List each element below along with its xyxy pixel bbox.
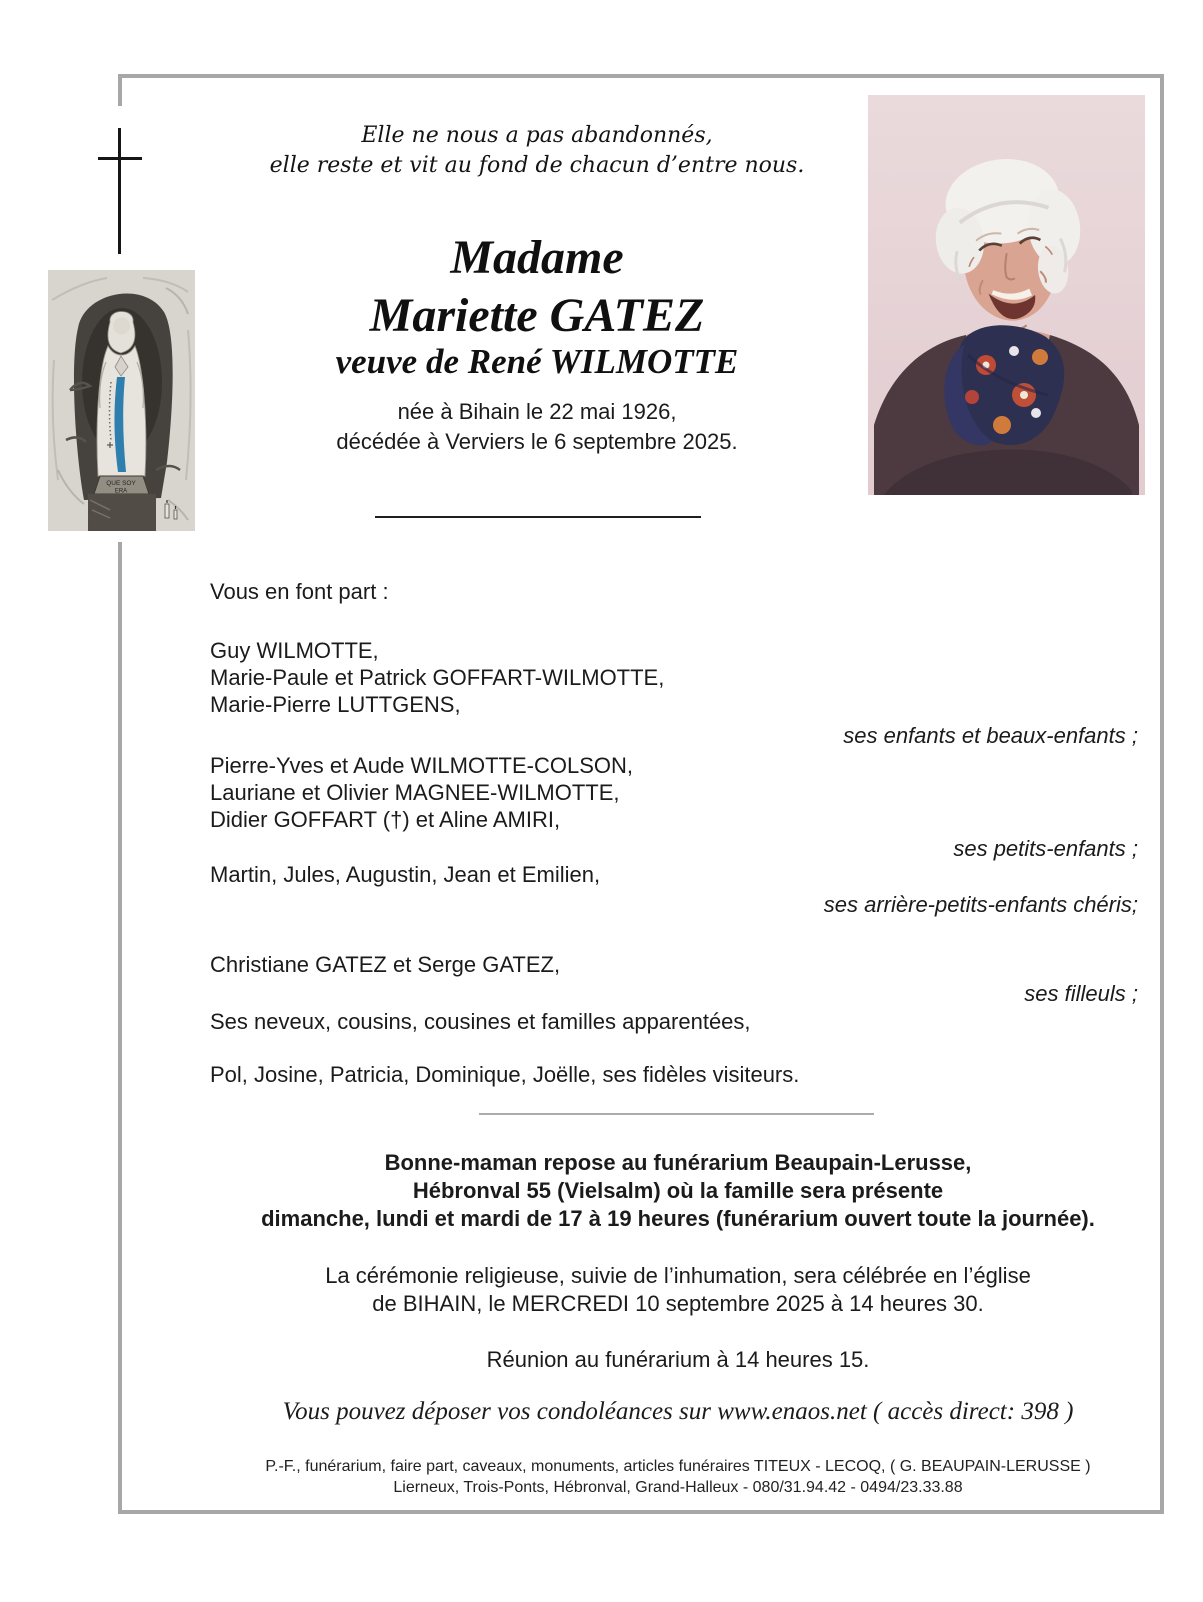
family-line: Martin, Jules, Augustin, Jean et Emilien,	[210, 862, 601, 887]
family-line: Christiane GATEZ et Serge GATEZ,	[210, 952, 561, 977]
ceremony-line2: de BIHAIN, le MERCREDI 10 septembre 2025 à 14 heures 30.	[372, 1291, 984, 1316]
birth-line: née à Bihain le 22 mai 1926,	[397, 399, 677, 424]
relation-caption: ses filleuls ;	[1024, 981, 1138, 1006]
family-line: Marie-Pierre LUTTGENS,	[210, 692, 461, 717]
relation-caption: ses petits-enfants ;	[953, 836, 1138, 861]
announcement-intro: Vous en font part :	[210, 579, 389, 604]
relation-caption: ses enfants et beaux-enfants ;	[843, 723, 1138, 748]
death-line: décédée à Verviers le 6 septembre 2025.	[336, 429, 738, 454]
family-line: Ses neveux, cousins, cousines et familles apparentées,	[210, 1009, 751, 1034]
opening-quote-line2: elle reste et vit au fond de chacun d’entre nous.	[269, 153, 805, 178]
svg-text:ERA: ERA	[114, 488, 128, 495]
separator-line-middle	[479, 1113, 874, 1115]
meeting-line: Réunion au funérarium à 14 heures 15.	[486, 1347, 870, 1372]
family-line: Pol, Josine, Patricia, Dominique, Joëlle, ses fidèles visiteurs.	[210, 1062, 800, 1087]
opening-quote-line1: Elle ne nous a pas abandonnés,	[361, 123, 713, 148]
family-line: Didier GOFFART (†) et Aline AMIRI,	[210, 807, 561, 832]
separator-line-top	[375, 516, 701, 518]
funeral-home-footer-line1: P.-F., funérarium, faire part, caveaux, monuments, articles funéraires TITEUX - LECOQ, ( G. BEAUPAIN-LERUSSE )	[265, 1458, 1091, 1475]
deceased-title: Madame	[450, 231, 624, 284]
repose-line3: dimanche, lundi et mardi de 17 à 19 heures (funérarium ouvert toute la journée).	[261, 1206, 1095, 1231]
ceremony-line1: La cérémonie religieuse, suivie de l’inhumation, sera célébrée en l’église	[325, 1263, 1031, 1288]
condolences-line: Vous pouvez déposer vos condoléances sur www.enaos.net ( accès direct: 398 )	[282, 1398, 1074, 1425]
repose-line2: Hébronval 55 (Vielsalm) où la famille sera présente	[412, 1178, 944, 1203]
family-line: Pierre-Yves et Aude WILMOTTE-COLSON,	[210, 753, 634, 778]
svg-text:QUE SOY: QUE SOY	[106, 480, 136, 487]
relation-caption: ses arrière-petits-enfants chéris;	[823, 892, 1138, 917]
funeral-home-footer-line2: Lierneux, Trois-Ponts, Hébronval, Grand-Halleux - 080/31.94.42 - 0494/23.33.88	[393, 1479, 963, 1496]
repose-line1: Bonne-maman repose au funérarium Beaupain-Lerusse,	[384, 1150, 972, 1175]
deceased-name: Mariette GATEZ	[369, 289, 705, 342]
family-line: Guy WILMOTTE,	[210, 638, 379, 663]
family-line: Marie-Paule et Patrick GOFFART-WILMOTTE,	[210, 665, 665, 690]
deceased-widow-of: veuve de René WILMOTTE	[335, 342, 739, 381]
family-line: Lauriane et Olivier MAGNEE-WILMOTTE,	[210, 780, 620, 805]
